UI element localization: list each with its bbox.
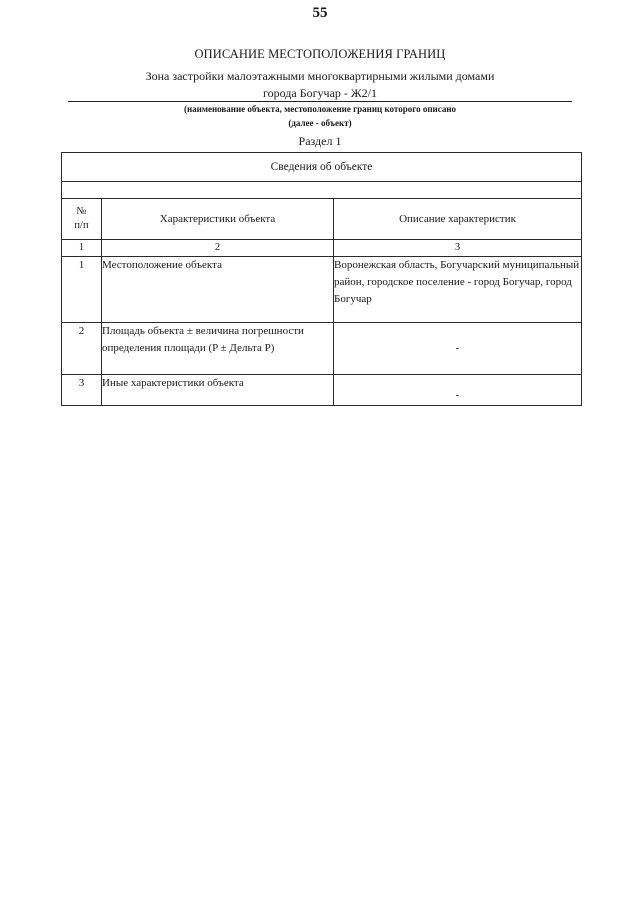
table-spacer-row (62, 182, 582, 199)
row-characteristic: Местоположение объекта (102, 257, 334, 323)
table-index-row (62, 240, 582, 257)
document-title: ОПИСАНИЕ МЕСТОПОЛОЖЕНИЯ ГРАНИЦ (194, 47, 446, 61)
row-characteristic: Площадь объекта ± величина погрешности определения площади (P ± Дельта P) (102, 323, 334, 375)
column-index: 2 (102, 240, 334, 257)
table-spacer (62, 182, 582, 199)
table-caption: Сведения об объекте (62, 153, 582, 182)
caption-line-1: (наименование объекта, местоположение границ которого описано (183, 104, 457, 114)
table-row (62, 375, 582, 406)
header-description: Описание характеристик (334, 199, 582, 240)
table-caption-row (62, 153, 582, 182)
column-index: 1 (62, 240, 102, 257)
row-number: 3 (62, 375, 102, 406)
header-characteristics: Характеристики объекта (102, 199, 334, 240)
column-index: 3 (334, 240, 582, 257)
row-number: 2 (62, 323, 102, 375)
object-name-caption (0, 102, 640, 130)
object-name-line-1: Зона застройки малоэтажными многоквартирными жилыми домами (145, 69, 495, 83)
row-description: Воронежская область, Богучарский муниципальный район, городское поселение - город Богучар, город Богучар (334, 257, 582, 323)
table-header-row (62, 199, 582, 240)
object-name (0, 68, 640, 102)
table-row (62, 257, 582, 323)
caption-line-2: (далее - объект) (288, 118, 352, 128)
header-number-label: п/п (74, 220, 89, 231)
row-description: - (334, 375, 582, 406)
header-number-sign: № (76, 206, 87, 217)
header-number (62, 199, 102, 240)
row-description: - (334, 323, 582, 375)
table-row (62, 323, 582, 375)
row-characteristic: Иные характеристики объекта (102, 375, 334, 406)
row-number: 1 (62, 257, 102, 323)
section-heading: Раздел 1 (298, 134, 342, 148)
object-name-line-2: города Богучар - Ж2/1 (263, 86, 377, 100)
object-info-table (61, 152, 582, 406)
page-number: 55 (312, 5, 328, 21)
